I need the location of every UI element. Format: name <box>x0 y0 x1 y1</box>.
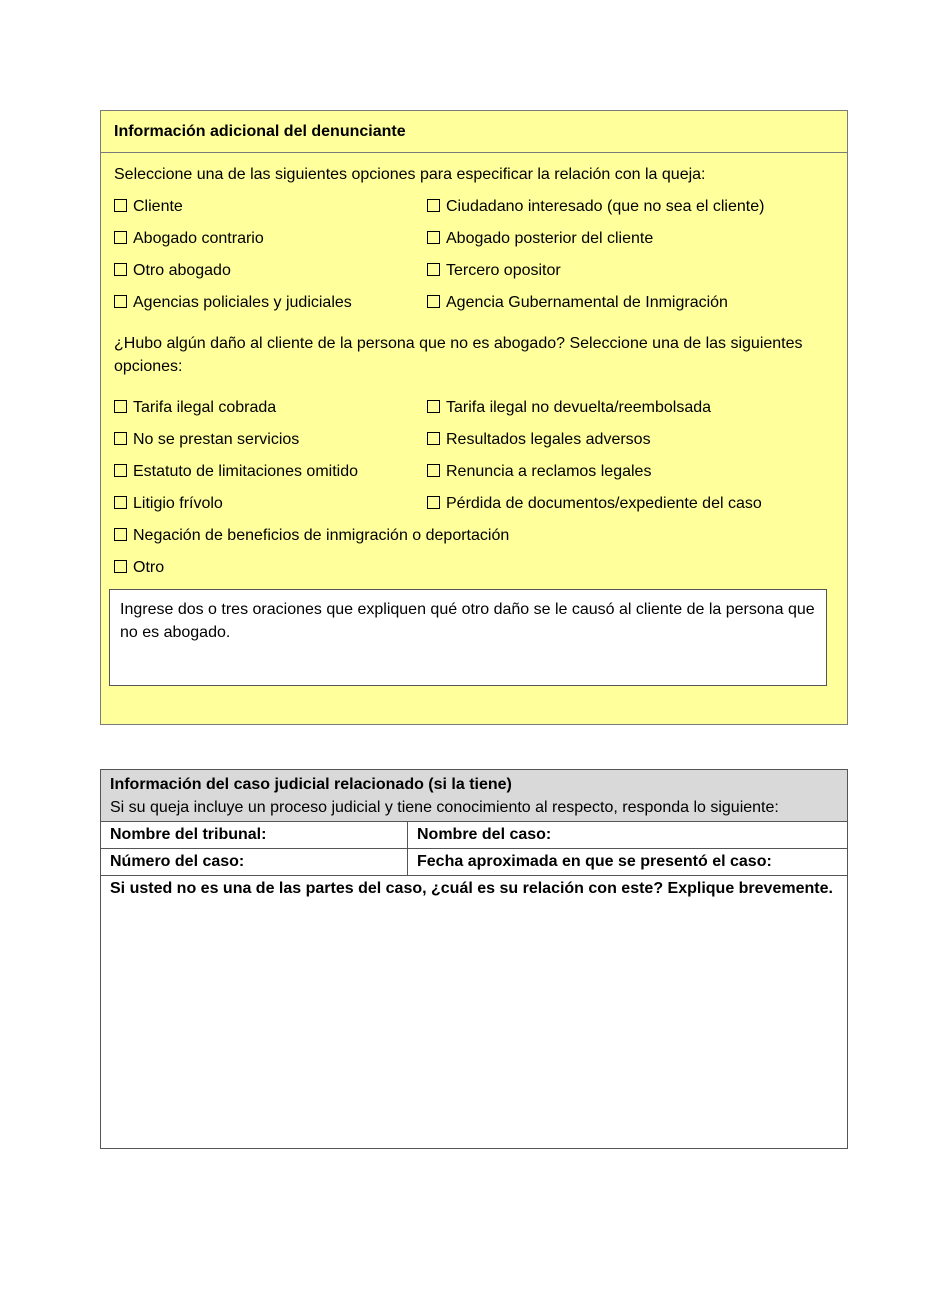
relation-question: Si usted no es una de las partes del caso, ¿cuál es su relación con este? Explique brevemente. <box>110 880 833 897</box>
checkbox-icon[interactable] <box>114 231 127 244</box>
checkbox-otro-abogado[interactable] <box>114 259 231 282</box>
case-name-field[interactable]: Nombre del caso: <box>417 826 552 843</box>
case-date-field[interactable]: Fecha aproximada en que se presentó el caso: <box>417 853 772 870</box>
court-case-header <box>101 770 847 822</box>
complainant-info-title: Información adicional del denunciante <box>101 111 847 153</box>
checkbox-icon[interactable] <box>427 400 440 413</box>
checkbox-icon[interactable] <box>427 295 440 308</box>
checkbox-negacion-beneficios[interactable] <box>114 524 509 547</box>
checkbox-icon[interactable] <box>114 464 127 477</box>
harm-prompt: ¿Hubo algún daño al cliente de la persona que no es abogado? Seleccione una de las siguientes opciones: <box>114 335 803 375</box>
court-case-title: Información del caso judicial relacionado (si la tiene) <box>110 776 512 793</box>
relation-prompt: Seleccione una de las siguientes opciones para especificar la relación con la queja: <box>114 166 706 183</box>
option-label: Tarifa ilegal no devuelta/reembolsada <box>446 399 712 416</box>
checkbox-agencia-inmigracion[interactable] <box>427 291 728 314</box>
checkbox-tercero-opositor[interactable] <box>427 259 561 282</box>
checkbox-icon[interactable] <box>114 528 127 541</box>
option-label: Pérdida de documentos/expediente del caso <box>446 495 762 512</box>
option-label: Tarifa ilegal cobrada <box>133 399 277 416</box>
option-label: Renuncia a reclamos legales <box>446 463 652 480</box>
option-label: Abogado contrario <box>133 230 264 247</box>
checkbox-icon[interactable] <box>114 199 127 212</box>
complainant-info-section <box>100 110 848 725</box>
checkbox-icon[interactable] <box>427 263 440 276</box>
court-row-1 <box>101 822 847 849</box>
option-label: Resultados legales adversos <box>446 431 651 448</box>
checkbox-icon[interactable] <box>114 432 127 445</box>
option-label: Agencia Gubernamental de Inmigración <box>446 294 728 311</box>
checkbox-no-servicios[interactable] <box>114 428 299 451</box>
option-label: Abogado posterior del cliente <box>446 230 654 247</box>
checkbox-agencias-policiales[interactable] <box>114 291 352 314</box>
court-case-section <box>100 769 848 1149</box>
option-label: Otro <box>133 559 165 576</box>
checkbox-tarifa-no-devuelta[interactable] <box>427 396 711 419</box>
checkbox-otro[interactable] <box>114 556 164 579</box>
checkbox-tarifa-ilegal[interactable] <box>114 396 276 419</box>
checkbox-renuncia-reclamos[interactable] <box>427 460 651 483</box>
option-label: Estatuto de limitaciones omitido <box>133 463 358 480</box>
checkbox-icon[interactable] <box>427 231 440 244</box>
option-label: Tercero opositor <box>446 262 561 279</box>
checkbox-abogado-posterior[interactable] <box>427 227 653 250</box>
checkbox-icon[interactable] <box>114 496 127 509</box>
court-row-2 <box>101 849 847 876</box>
checkbox-icon[interactable] <box>427 496 440 509</box>
option-label: Otro abogado <box>133 262 231 279</box>
option-label: Ciudadano interesado (que no sea el cliente) <box>446 198 765 215</box>
checkbox-icon[interactable] <box>114 560 127 573</box>
case-number-field[interactable]: Número del caso: <box>101 849 408 875</box>
checkbox-icon[interactable] <box>427 199 440 212</box>
option-label: Litigio frívolo <box>133 495 223 512</box>
checkbox-icon[interactable] <box>114 400 127 413</box>
option-label: Agencias policiales y judiciales <box>133 294 352 311</box>
checkbox-litigio-frivolo[interactable] <box>114 492 223 515</box>
checkbox-ciudadano-interesado[interactable] <box>427 195 764 218</box>
checkbox-perdida-documentos[interactable] <box>427 492 762 515</box>
court-case-subtitle: Si su queja incluye un proceso judicial y tiene conocimiento al respecto, responda lo siguiente: <box>110 799 779 816</box>
checkbox-icon[interactable] <box>427 432 440 445</box>
court-name-field[interactable]: Nombre del tribunal: <box>101 822 408 848</box>
checkbox-cliente[interactable] <box>114 195 183 218</box>
relation-answer-area[interactable] <box>101 902 847 1147</box>
checkbox-resultados-adversos[interactable] <box>427 428 651 451</box>
checkbox-icon[interactable] <box>114 295 127 308</box>
checkbox-abogado-contrario[interactable] <box>114 227 264 250</box>
checkbox-estatuto-omitido[interactable] <box>114 460 358 483</box>
option-label: No se prestan servicios <box>133 431 300 448</box>
other-harm-textbox[interactable]: Ingrese dos o tres oraciones que expliquen qué otro daño se le causó al cliente de la persona que no es abogado. <box>109 589 827 686</box>
checkbox-icon[interactable] <box>427 464 440 477</box>
checkbox-icon[interactable] <box>114 263 127 276</box>
option-label: Cliente <box>133 198 183 215</box>
option-label: Negación de beneficios de inmigración o deportación <box>133 527 510 544</box>
